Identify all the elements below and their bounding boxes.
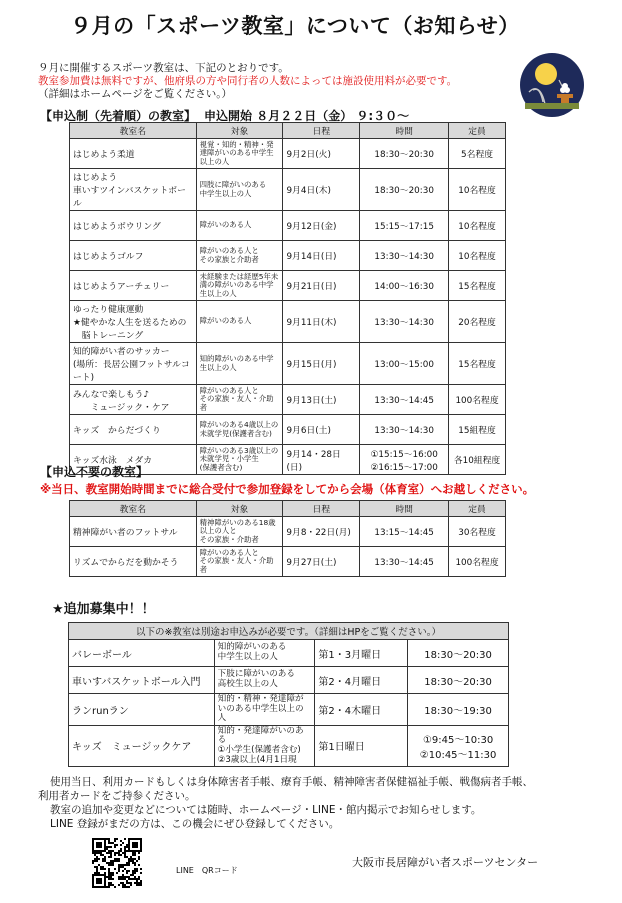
class-capacity: 100名程度	[449, 385, 506, 415]
table-header-row	[70, 123, 506, 139]
class-name: 精神障がい者のフットサル	[70, 517, 197, 547]
class-capacity: 10名程度	[449, 169, 506, 211]
class-capacity: 5名程度	[449, 139, 506, 169]
class-name: はじめようボウリング	[70, 211, 197, 241]
class-name: はじめようアーチェリー	[70, 271, 197, 301]
section-no-reservation-heading: 【申込不要の教室】	[40, 465, 149, 479]
table-row	[70, 169, 506, 211]
class-target: 障がいのある人と その家族・友人・介助者	[196, 385, 283, 415]
reservation-classes-table	[69, 122, 506, 475]
class-time: 18:30～20:30	[408, 667, 509, 694]
table-header-row	[69, 623, 509, 640]
class-capacity: 15名程度	[449, 271, 506, 301]
class-date: 第2・4木曜日	[315, 694, 408, 726]
class-date: 9月4日(木)	[283, 169, 360, 211]
class-time: 13:30～14:30	[360, 301, 449, 343]
class-date: 9月12日(金)	[283, 211, 360, 241]
col-header-target: 対象	[196, 123, 283, 139]
class-capacity: 15組程度	[449, 415, 506, 445]
intro-fee-note: 教室参加費は無料ですが、他府県の方や同行者の人数によっては施設使用料が必要です。	[38, 75, 458, 87]
table-row	[70, 547, 506, 577]
class-name: キッズ ミュージックケア	[69, 725, 215, 766]
class-date: 9月6日(土)	[283, 415, 360, 445]
class-time: ①9:45～10:30 ②10:45～11:30	[408, 725, 509, 766]
class-time: 18:30～20:30	[360, 139, 449, 169]
reservation-start: 申込開始 ８月２２日（金） ９:３０～	[204, 109, 410, 123]
class-name: はじめよう 車いすツインバスケットボール	[70, 169, 197, 211]
class-time: 14:00～16:30	[360, 271, 449, 301]
organization-name: 大阪市長居障がい者スポーツセンター	[352, 856, 539, 869]
class-time: 13:15～14:45	[360, 517, 449, 547]
class-target: 障がいのある3歳以上の未就学児・小学生 (保護者含む)	[196, 445, 283, 475]
col-header-date: 日程	[283, 501, 360, 517]
col-header-capacity: 定員	[449, 501, 506, 517]
intro-line-1: ９月に開催するスポーツ教室は、下記のとおりです。	[38, 62, 289, 74]
class-date: 第1日曜日	[315, 725, 408, 766]
class-time: 18:30～20:30	[360, 169, 449, 211]
no-reservation-classes-table	[69, 500, 506, 577]
qr-code-icon[interactable]	[92, 838, 142, 888]
class-target: 四肢に障がいのある 中学生以上の人	[196, 169, 283, 211]
col-header-time: 時間	[360, 123, 449, 139]
table-row	[70, 241, 506, 271]
table-row	[70, 343, 506, 385]
class-capacity: 10名程度	[449, 211, 506, 241]
table-header-row	[70, 501, 506, 517]
class-capacity: 20名程度	[449, 301, 506, 343]
class-target: 知的障がいのある中学生以上の人	[196, 343, 283, 385]
class-time: 13:30～14:45	[360, 547, 449, 577]
col-header-name: 教室名	[70, 501, 197, 517]
table-row	[70, 271, 506, 301]
class-name: ゆったり健康運動 ★健やかな人生を送るための 脳トレーニング	[70, 301, 197, 343]
class-time: 18:30～20:30	[408, 640, 509, 667]
class-date: 第1・3月曜日	[315, 640, 408, 667]
footer-update-note: 教室の追加や変更などについては随時、ホームページ・LINE・館内掲示でお知らせします。	[50, 804, 482, 816]
class-target: 障がいのある4歳以上の未就学児(保護者含む)	[196, 415, 283, 445]
table-row	[69, 667, 509, 694]
class-capacity: 各10組程度	[449, 445, 506, 475]
class-time: 13:00～15:00	[360, 343, 449, 385]
additional-table-header: 以下の※教室は別途お申込みが必要です。（詳細はHPをご覧ください。）	[69, 623, 509, 640]
table-row	[70, 139, 506, 169]
table-row	[69, 725, 509, 766]
class-time: 13:30～14:30	[360, 415, 449, 445]
class-name: みんなで楽しもう♪ ミュージック・ケア	[70, 385, 197, 415]
moon-viewing-illustration-icon	[519, 52, 585, 118]
class-target: 知的・発達障がいのある ①小学生(保護者含む) ②3歳以上(4月1日現	[214, 725, 315, 766]
class-target: 未経験または経歴5年未満の障がいのある中学生以上の人	[196, 271, 283, 301]
class-name: リズムでからだを動かそう	[70, 547, 197, 577]
class-name: はじめよう柔道	[70, 139, 197, 169]
class-target: 障がいのある人	[196, 211, 283, 241]
qr-label: LINE QRコード	[176, 866, 238, 875]
section-reservation-title: 【申込制（先着順）の教室】	[40, 109, 197, 123]
class-name: バレーボール	[69, 640, 215, 667]
intro-line-3: （詳細はホームページをご覧ください。）	[38, 88, 233, 100]
intro-text	[38, 62, 457, 101]
class-date: 第2・4月曜日	[315, 667, 408, 694]
class-time: 13:30～14:45	[360, 385, 449, 415]
additional-recruitment-table	[68, 622, 509, 767]
class-date: 9月14・28日(日)	[283, 445, 360, 475]
class-time: 18:30～19:30	[408, 694, 509, 726]
class-time: 15:15～17:15	[360, 211, 449, 241]
class-capacity: 100名程度	[449, 547, 506, 577]
additional-recruitment-heading: ★追加募集中！！	[52, 602, 155, 617]
table-row	[70, 385, 506, 415]
class-name: 車いすバスケットボール入門	[69, 667, 215, 694]
class-time: 13:30～14:30	[360, 241, 449, 271]
class-target: 下肢に障がいのある 高校生以上の人	[214, 667, 315, 694]
class-date: 9月14日(日)	[283, 241, 360, 271]
class-name: ランrunラン	[69, 694, 215, 726]
class-target: 知的障がいのある 中学生以上の人	[214, 640, 315, 667]
class-target: 障がいのある人	[196, 301, 283, 343]
class-name: キッズ水泳 メダカ	[70, 445, 197, 475]
no-reservation-note: ※当日、教室開始時間までに総合受付で参加登録をしてから会場（体育室）へお越しください。	[40, 482, 535, 496]
class-target: 知的・精神・発達障がいのある中学生以上の人	[214, 694, 315, 726]
col-header-date: 日程	[283, 123, 360, 139]
class-time: ①15:15～16:00 ②16:15～17:00	[360, 445, 449, 475]
table-row	[70, 415, 506, 445]
footer-notes	[38, 775, 598, 831]
class-date: 9月13日(土)	[283, 385, 360, 415]
class-capacity: 10名程度	[449, 241, 506, 271]
footer-id-note: 使用当日、利用カードもしくは身体障害者手帳、療育手帳、精神障害者保健福祉手帳、戦傷病者手帳、	[50, 776, 533, 788]
class-date: 9月8・22日(月)	[283, 517, 360, 547]
page-title: ９月の「スポーツ教室」について（お知らせ）	[70, 14, 520, 38]
class-name: 知的障がい者のサッカー (場所：長居公園フットサルコート)	[70, 343, 197, 385]
class-date: 9月21日(日)	[283, 271, 360, 301]
table-row	[69, 694, 509, 726]
table-row	[70, 211, 506, 241]
footer-line-note: LINE 登録がまだの方は、この機会にぜひ登録してください。	[50, 818, 340, 830]
table-row	[70, 301, 506, 343]
class-name: キッズ からだづくり	[70, 415, 197, 445]
class-date: 9月2日(火)	[283, 139, 360, 169]
col-header-target: 対象	[196, 501, 283, 517]
col-header-time: 時間	[360, 501, 449, 517]
class-name: はじめようゴルフ	[70, 241, 197, 271]
table-row	[70, 517, 506, 547]
class-target: 精神障がいのある18歳以上の人と その家族・介助者	[196, 517, 283, 547]
table-row	[69, 640, 509, 667]
class-date: 9月11日(木)	[283, 301, 360, 343]
class-target: 視覚・知的・精神・発達障がいのある中学生以上の人	[196, 139, 283, 169]
class-target: 障がいのある人と その家族・友人・介助者	[196, 547, 283, 577]
col-header-capacity: 定員	[449, 123, 506, 139]
col-header-name: 教室名	[70, 123, 197, 139]
footer-id-note-cont: 利用者カードをご持参ください。	[38, 790, 196, 802]
class-capacity: 30名程度	[449, 517, 506, 547]
class-capacity: 15名程度	[449, 343, 506, 385]
class-date: 9月27日(土)	[283, 547, 360, 577]
class-date: 9月15日(月)	[283, 343, 360, 385]
class-target: 障がいのある人と その家族と介助者	[196, 241, 283, 271]
